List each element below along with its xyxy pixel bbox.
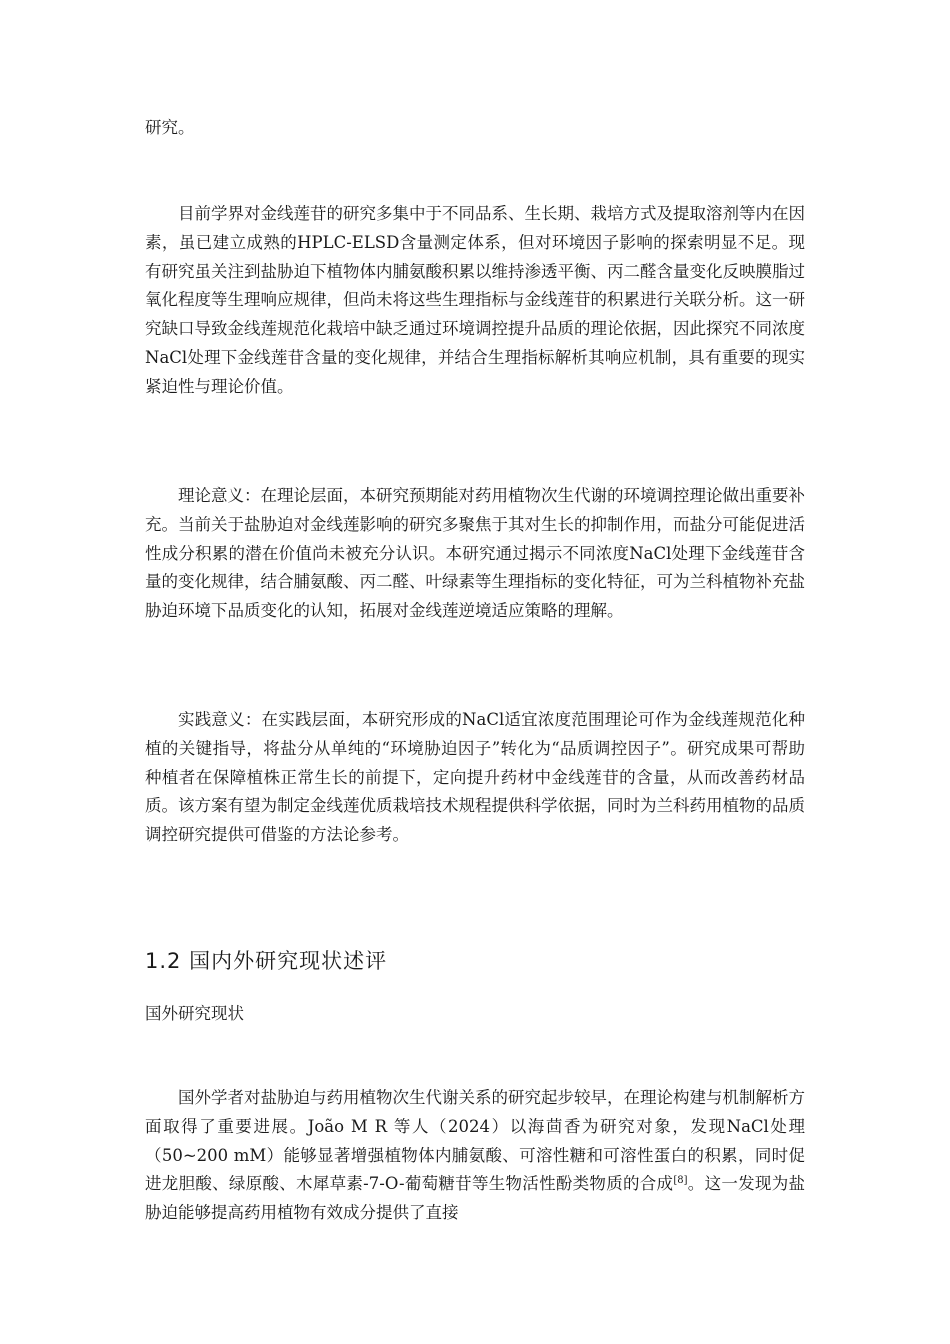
practice-significance-paragraph: 实践意义：在实践层面，本研究形成的NaCl适宜浓度范围理论可作为金线莲规范化种植的关键指导，将盐分从单纯的“环境胁迫因子”转化为“品质调控因子”。研究成果可帮助种植者在保障植株正常生长的前提下，定向提升药材中金线莲苷的含量，从而改善药材品质。该方案有望为制定金线莲优质栽培技术规程提供科学依据，同时为兰科药用植物的品质调控研究提供可借鉴的方法论参考。 — [145, 710, 805, 845]
foreign-research-text-tail: 。这一发现为盐胁迫能够提高药用植物有效成分提供了直接 — [145, 1174, 805, 1223]
foreign-research-paragraph — [145, 1084, 805, 1228]
citation-marker[interactable]: [8] — [673, 1175, 688, 1187]
section-heading: 1.2 国内外研究现状述评 — [145, 949, 388, 973]
foreign-research-text: 国外学者对盐胁迫与药用植物次生代谢关系的研究起步较早，在理论构建与机制解析方面取得了重要进展。João M R 等人（2024）以海茴香为研究对象，发现NaCl处理（50~200 mM）能够显著增强植物体内脯氨酸、可溶性糖和可溶性蛋白的积累，同时促进龙胆酸、绿原酸、木犀草素-7-O-葡萄糖苷等生物活性酚类物质的合成 — [145, 1088, 805, 1194]
intro-tail-text: 研究。 — [145, 118, 195, 137]
theory-significance-paragraph: 理论意义：在理论层面，本研究预期能对药用植物次生代谢的环境调控理论做出重要补充。当前关于盐胁迫对金线莲影响的研究多聚焦于其对生长的抑制作用，而盐分可能促进活性成分积累的潜在价值尚未被充分认识。本研究通过揭示不同浓度NaCl处理下金线莲苷含量的变化规律，结合脯氨酸、丙二醛、叶绿素等生理指标的变化特征，可为兰科植物补充盐胁迫环境下品质变化的认知，拓展对金线莲逆境适应策略的理解。 — [145, 486, 805, 621]
background-paragraph: 目前学界对金线莲苷的研究多集中于不同品系、生长期、栽培方式及提取溶剂等内在因素，虽已建立成熟的HPLC-ELSD含量测定体系，但对环境因子影响的探索明显不足。现有研究虽关注到盐胁迫下植物体内脯氨酸积累以维持渗透平衡、丙二醛含量变化反映膜脂过氧化程度等生理响应规律，但尚未将这些生理指标与金线莲苷的积累进行关联分析。这一研究缺口导致金线莲规范化栽培中缺乏通过环境调控提升品质的理论依据，因此探究不同浓度NaCl处理下金线莲苷含量的变化规律，并结合生理指标解析其响应机制，具有重要的现实紧迫性与理论价值。 — [145, 204, 805, 396]
subsection-heading: 国外研究现状 — [145, 1004, 244, 1023]
